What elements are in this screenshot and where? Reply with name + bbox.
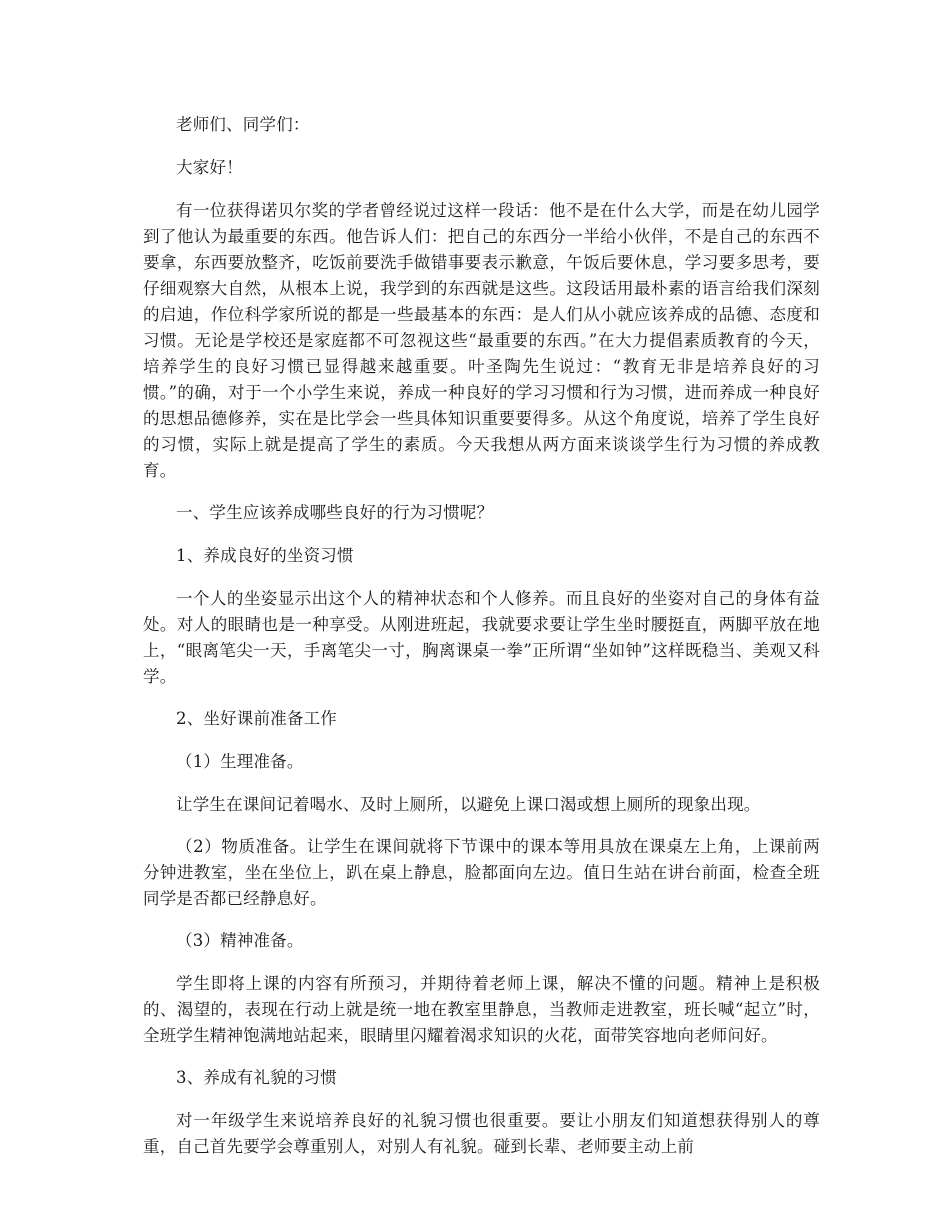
material-preparation-paragraph: （2）物质准备。让学生在课间就将下节课中的课本等用具放在课桌左上角，上课前两分钟进教室，坐在坐位上，趴在桌上静息，脸都面向左边。值日生站在讲台前面，检查全班同学是否都已经静息好。	[143, 837, 820, 908]
item-physiological-preparation: （1）生理准备。	[176, 752, 304, 771]
subheading-class-preparation: 2、坐好课前准备工作	[176, 709, 337, 728]
item-mental-preparation: （3）精神准备。	[176, 931, 304, 950]
politeness-paragraph: 对一年级学生来说培养良好的礼貌习惯也很重要。要让小朋友们知道想获得别人的尊重，自己首先要学会尊重别人，对别人有礼貌。碰到长辈、老师要主动上前	[143, 1111, 820, 1156]
salutation: 老师们、同学们：	[176, 115, 310, 134]
subheading-politeness: 3、养成有礼貌的习惯	[176, 1068, 337, 1087]
section-heading-1: 一、学生应该养成哪些良好的行为习惯呢？	[176, 503, 494, 522]
sitting-posture-paragraph: 一个人的坐姿显示出这个人的精神状态和个人修养。而且良好的坐姿对自己的身体有益处。对人的眼睛也是一种享受。从刚进班起，我就要求要让学生坐时腰挺直，两脚平放在地上，“眼离笔尖一天，手离笔尖一寸，胸离课桌一拳”正所谓“坐如钟”这样既稳当、美观又科学。	[143, 589, 820, 686]
physiological-preparation-paragraph: 让学生在课间记着喝水、及时上厕所，以避免上课口渴或想上厕所的现象出现。	[176, 795, 761, 814]
greeting: 大家好！	[176, 158, 243, 177]
subheading-sitting-posture: 1、养成良好的坐资习惯	[176, 546, 354, 565]
intro-paragraph: 有一位获得诺贝尔奖的学者曾经说过这样一段话：他不是在什么大学，而是在幼儿园学到了他认为最重要的东西。他告诉人们：把自己的东西分一半给小伙伴，不是自己的东西不要拿，东西要放整齐，吃饭前要洗手做错事要表示歉意，午饭后要休息，学习要多思考，要仔细观察大自然，从根本上说，我学到的东西就是这些。这段话用最朴素的语言给我们深刻的启迪，作位科学家所说的都是一些最基本的东西：是人们从小就应该养成的品德、态度和习惯。无论是学校还是家庭都不可忽视这些“最重要的东西。”在大力提倡素质教育的今天，培养学生的良好习惯已显得越来越重要。叶圣陶先生说过：“教育无非是培养良好的习惯。”的确，对于一个小学生来说，养成一种良好的学习习惯和行为习惯，进而养成一种良好的思想品德修养，实在是比学会一些具体知识重要要得多。从这个角度说，培养了学生良好的习惯，实际上就是提高了学生的素质。今天我想从两方面来谈谈学生行为习惯的养成教育。	[143, 201, 820, 480]
mental-preparation-paragraph: 学生即将上课的内容有所预习，并期待着老师上课，解决不懂的问题。精神上是积极的、渴望的，表现在行动上就是统一地在教室里静息，当教师走进教室，班长喊“起立”时，全班学生精神饱满地站起来，眼睛里闪耀着渴求知识的火花，面带笑容地向老师问好。	[143, 974, 820, 1045]
